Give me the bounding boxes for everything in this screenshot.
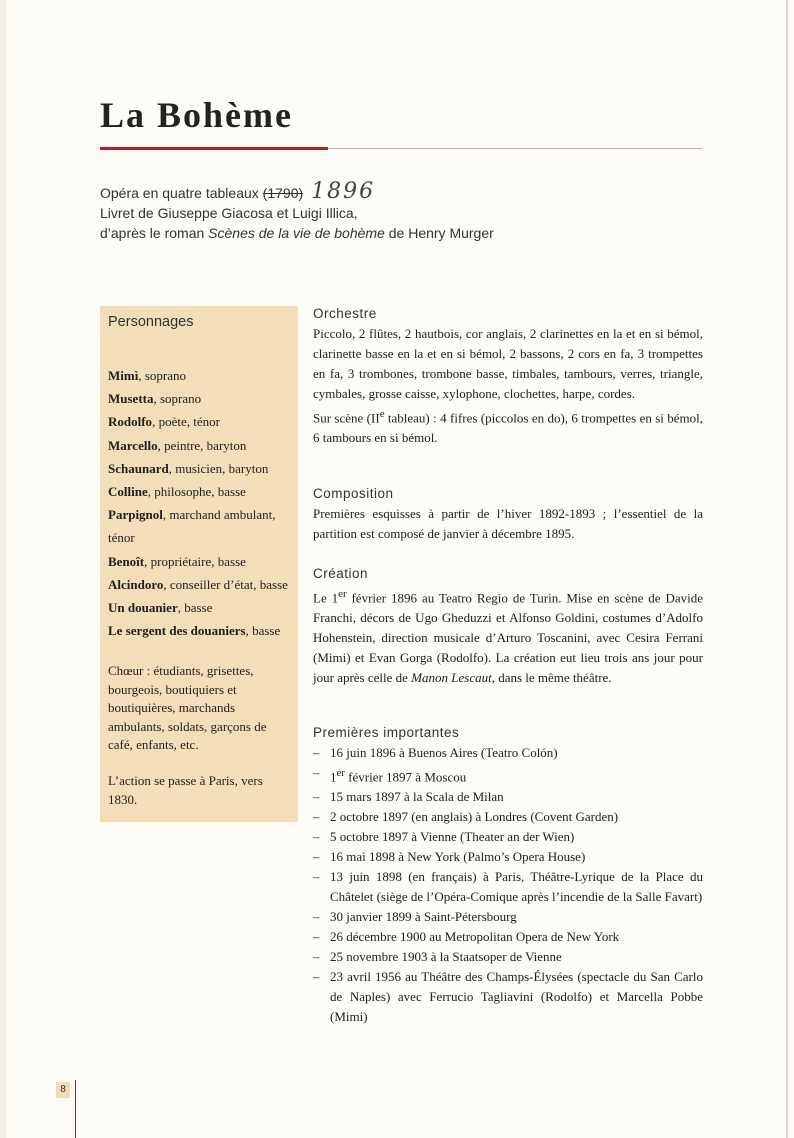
intro-line-3: d’après le roman Scènes de la vie de bohème de Henry Murger — [100, 225, 494, 241]
premiere-item: – 5 octobre 1897 à Vienne (Theater an der Wien) — [313, 827, 703, 847]
page-edge — [0, 0, 6, 1138]
character-role: , basse — [245, 623, 281, 639]
section-heading: Premières importantes — [313, 725, 460, 740]
list-dash: – — [313, 929, 320, 945]
character-item — [108, 619, 294, 642]
character-item — [108, 364, 294, 387]
page-title: La Bohème — [100, 95, 293, 135]
section-premieres — [313, 725, 703, 1027]
premiere-item: – 2 octobre 1897 (en anglais) à Londres (Covent Garden) — [313, 807, 703, 827]
character-item — [108, 503, 294, 549]
premiere-item: – 13 juin 1898 (en français) à Paris, Théâtre-Lyrique de la Place du Châtelet (siège de l’Opéra-Comique après l’incendie de la Salle Favart) — [313, 869, 703, 905]
characters-heading: Personnages — [108, 314, 194, 330]
character-name: Alcindoro — [108, 576, 164, 592]
character-item — [108, 457, 294, 480]
premiere-item: – 23 avril 1956 au Théâtre des Champs-Élysées (spectacle du San Carlo de Naples) avec Ferrucio Tagliavini (Rodolfo) et Marcella Pobbe (Mimi) — [313, 969, 703, 1025]
character-item — [108, 410, 294, 433]
composition-text: Premières esquisses à partir de l’hiver 1892-1893 ; l’essentiel de la partition est composé de janvier à décembre 1895. — [313, 506, 703, 541]
character-item — [108, 573, 294, 596]
character-role: , soprano — [153, 391, 202, 407]
character-item — [108, 434, 294, 457]
list-dash: – — [313, 809, 320, 825]
character-name: Le sergent des douaniers — [108, 623, 246, 639]
section-creation — [313, 566, 703, 688]
setting-note: L’action se passe à Paris, vers 1830. — [108, 773, 263, 807]
orchestre-text: Piccolo, 2 flûtes, 2 hautbois, cor anglais, 2 clarinettes en la et en si bémol, clarinette basse en la et en si bémol, 2 bassons, 2 cors en fa, 3 trompettes en fa, 3 trombones, trombone basse, timbales, tambours, verres, triangle, cymbales, grosse caisse, xylophone, clochettes, harpe, cordes. — [313, 326, 703, 401]
premieres-list — [313, 743, 703, 1027]
character-item — [108, 596, 294, 619]
character-role: , poète, ténor — [152, 414, 220, 430]
intro-line-1: Opéra en quatre tableaux (1790) 1896 — [100, 179, 376, 204]
list-dash: – — [313, 869, 320, 885]
page-number-rule — [75, 1080, 76, 1138]
list-dash: – — [313, 765, 320, 780]
list-dash: – — [313, 849, 320, 865]
list-dash: – — [313, 745, 320, 760]
character-name: Parpignol — [108, 507, 163, 523]
character-role: , marchand ambulant, ténor — [108, 507, 276, 546]
section-orchestre — [313, 306, 703, 448]
page-edge — [786, 0, 788, 1138]
struck-date: (1790) — [262, 185, 304, 201]
list-dash: – — [313, 949, 320, 965]
list-dash: – — [313, 969, 320, 985]
premiere-item: – 16 mai 1898 à New York (Palmo’s Opera House) — [313, 847, 703, 867]
character-role: , soprano — [138, 368, 186, 383]
character-role: , propriétaire, basse — [144, 553, 246, 569]
page-number: 8 — [56, 1082, 70, 1098]
premiere-item: – 25 novembre 1903 à la Staatsoper de Vienne — [313, 947, 703, 967]
character-item — [108, 550, 294, 573]
character-role: , philosophe, basse — [147, 484, 246, 500]
section-heading: Création — [313, 566, 369, 581]
premiere-item: – 16 juin 1896 à Buenos Aires (Teatro Colón) — [313, 743, 703, 763]
list-dash: – — [313, 909, 320, 925]
premiere-item: – 1er février 1897 à Moscou — [313, 765, 467, 785]
premiere-item: – 26 décembre 1900 au Metropolitan Opera de New York — [313, 927, 703, 947]
section-heading: Composition — [313, 486, 394, 501]
character-item — [108, 480, 294, 503]
character-role: , peintre, baryton — [157, 437, 247, 453]
novel-title: Scènes de la vie de bohème — [208, 225, 385, 241]
list-dash: – — [313, 789, 320, 805]
character-role: , musicien, baryton — [168, 460, 269, 476]
character-name: Musetta — [108, 391, 154, 407]
premiere-item: – 15 mars 1897 à la Scala de Milan — [313, 787, 703, 807]
opera-title: Manon Lescaut — [411, 670, 492, 686]
characters-box — [100, 306, 298, 822]
character-name: Benoît — [108, 553, 145, 569]
character-name: Rodolfo — [108, 414, 153, 430]
character-name: Schaunard — [108, 460, 169, 476]
character-role: , basse — [177, 600, 213, 616]
list-dash: – — [313, 829, 320, 845]
chorus-note: Chœur : étudiants, grisettes, bourgeois, boutiquiers et boutiquières, marchands ambulants, soldats, garçons de café, enfants, etc. — [108, 663, 267, 752]
handwritten-date: 1896 — [311, 179, 376, 204]
character-item — [108, 387, 294, 410]
section-composition — [313, 486, 703, 544]
character-list — [108, 364, 294, 642]
orchestre-stage-text: Sur scène (IIe tableau) : 4 fifres (piccolos en do), 6 trompettes en si bémol, 6 tambours en si bémol. — [313, 408, 704, 446]
character-role: , conseiller d’état, basse — [163, 576, 288, 592]
intro — [100, 179, 700, 243]
title-rule-accent — [100, 147, 328, 150]
character-name: Marcello — [108, 437, 158, 453]
intro-line-2: Livret de Giuseppe Giacosa et Luigi Illica, — [100, 205, 358, 221]
creation-text: Le 1er février 1896 au Teatro Regio de Turin. Mise en scène de Davide Franchi, décors de Ugo Gheduzzi et Alfonso Goldini, costumes d’Adolfo Hohenstein, direction musicale d’Arturo Toscanini, avec Cesira Ferrani (Mimi) et Evan Gorga (Rodolfo). La création eut lieu trois ans jour pour jour après celle de Manon Lescaut, dans le même théâtre. — [313, 588, 703, 686]
section-heading: Orchestre — [313, 306, 377, 321]
character-name: Colline — [108, 484, 148, 500]
premiere-item: – 30 janvier 1899 à Saint-Pétersbourg — [313, 907, 703, 927]
character-name: Mimì — [108, 368, 139, 383]
character-name: Un douanier — [108, 600, 178, 616]
